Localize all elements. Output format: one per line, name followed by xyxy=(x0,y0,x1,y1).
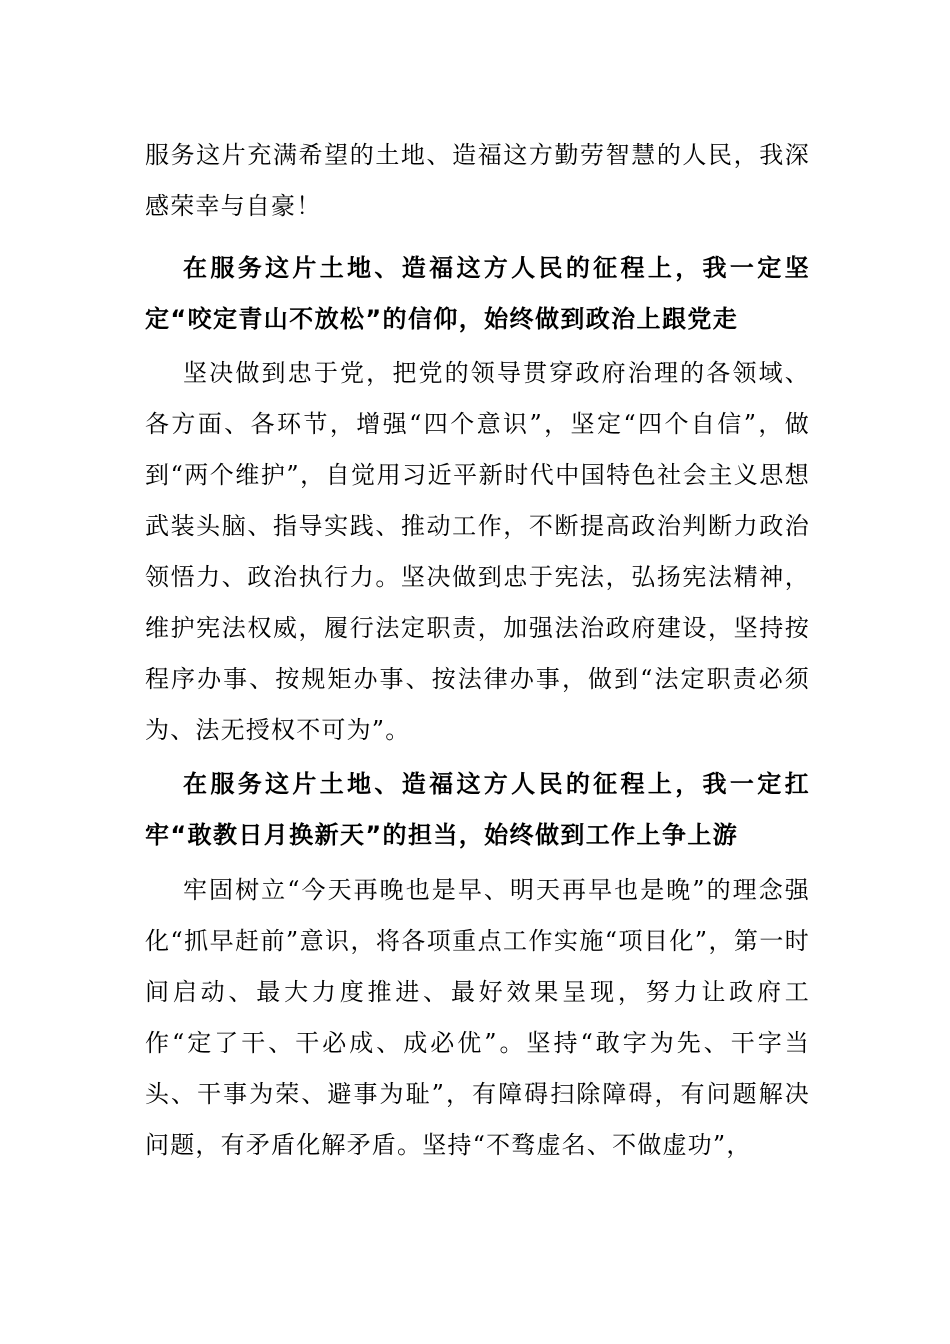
paragraph-1-text: 坚决做到忠于党，把党的领导贯穿政府治理的各领域、各方面、各环节，增强“四个意识”，坚定“四个自信”，做到“两个维护”，自觉用习近平新时代中国特色社会主义思想武装头脑、指导实践、推动工作，不断提高政治判断力政治领悟力、政治执行力。坚决做到忠于宪法，弘扬宪法精神，维护宪法权威，履行法定职责，加强法治政府建设，坚持按程序办事、按规矩办事、按法律办事，做到“法定职责必须为、法无授权不可为”。 xyxy=(145,359,810,744)
paragraph-1 xyxy=(145,348,810,756)
section-heading-1 xyxy=(145,243,810,345)
paragraph-2-text: 牢固树立“今天再晚也是早、明天再早也是晚”的理念强化“抓早赶前”意识，将各项重点工作实施“项目化”，第一时间启动、最大力度推进、最好效果呈现，努力让政府工作“定了干、干必成、成必优”。坚持“敢字为先、干字当头、干事为荣、避事为耻”，有障碍扫除障碍，有问题解决问题，有矛盾化解矛盾。坚持“不骛虚名、不做虚功”， xyxy=(145,876,810,1159)
section-heading-2-text: 在服务这片土地、造福这方人民的征程上，我一定扛牢“敢教日月换新天”的担当，始终做到工作上争上游 xyxy=(145,770,810,849)
paragraph-continuation-text: 服务这片充满希望的土地、造福这方勤劳智慧的人民，我深感荣幸与自豪！ xyxy=(145,141,810,220)
paragraph-continuation xyxy=(145,130,810,232)
section-heading-2 xyxy=(145,759,810,861)
section-heading-1-text: 在服务这片土地、造福这方人民的征程上，我一定坚定“咬定青山不放松”的信仰，始终做到政治上跟党走 xyxy=(145,254,810,333)
paragraph-2 xyxy=(145,865,810,1171)
